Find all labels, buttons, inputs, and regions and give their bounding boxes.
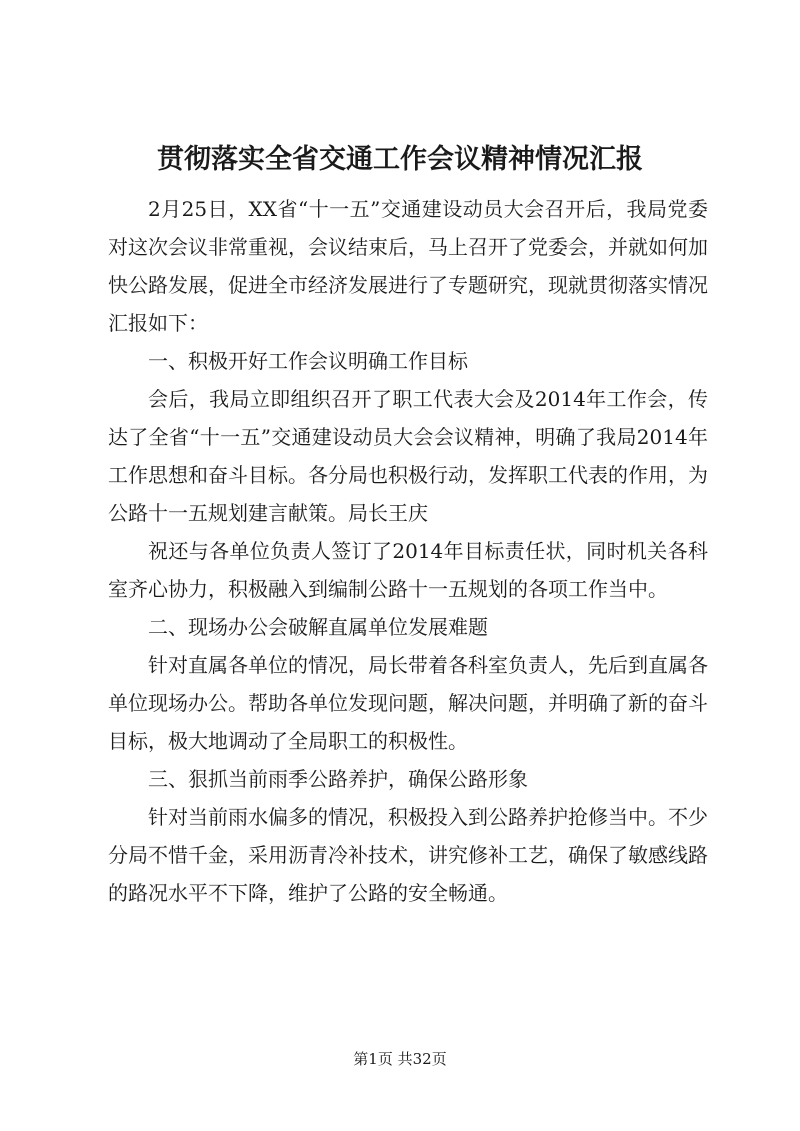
intro-paragraph: 2月25日，XX省“十一五”交通建设动员大会召开后，我局党委对这次会议非常重视，会议结束后，马上召开了党委会，并就如何加快公路发展，促进全市经济发展进行了专题研究，现就贯彻落实情况汇报如下： <box>108 197 708 335</box>
section-3-paragraph: 针对当前雨水偏多的情况，积极投入到公路养护抢修当中。不少分局不惜千金，采用沥青冷补技术，讲究修补工艺，确保了敏感线路的路况水平不下降，维护了公路的安全畅通。 <box>108 805 708 905</box>
section-heading-3: 三、狠抓当前雨季公路养护，确保公路形象 <box>148 767 528 791</box>
page-footer: 第1页 共32页 <box>353 1050 447 1068</box>
document-title: 贯彻落实全省交通工作会议精神情况汇报 <box>157 144 643 175</box>
document-body <box>108 190 708 912</box>
section-heading-1: 一、积极开好工作会议明确工作目标 <box>148 349 468 373</box>
section-1-paragraph-1: 会后，我局立即组织召开了职工代表大会及2014年工作会，传达了全省“十一五”交通建设动员大会会议精神，明确了我局2014年工作思想和奋斗目标。各分局也积极行动，发挥职工代表的作用，为公路十一五规划建言献策。局长王庆 <box>108 387 708 525</box>
section-2-paragraph: 针对直属各单位的情况，局长带着各科室负责人，先后到直属各单位现场办公。帮助各单位发现问题，解决问题，并明确了新的奋斗目标，极大地调动了全局职工的积极性。 <box>108 653 708 753</box>
section-heading-2: 二、现场办公会破解直属单位发展难题 <box>148 615 488 639</box>
section-1-paragraph-2: 祝还与各单位负责人签订了2014年目标责任状，同时机关各科室齐心协力，积极融入到编制公路十一五规划的各项工作当中。 <box>108 539 708 601</box>
